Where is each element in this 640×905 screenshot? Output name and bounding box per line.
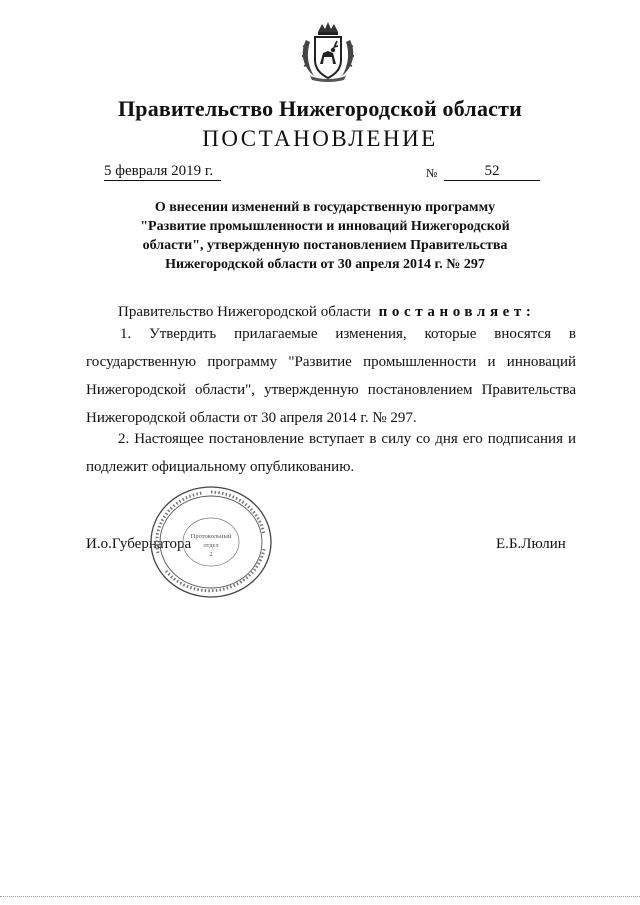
decree-word: постановляет:: [378, 304, 536, 320]
document-type-title: ПОСТАНОВЛЕНИЕ: [202, 126, 438, 151]
organization-title: Правительство Нижегородской области: [117, 96, 522, 121]
subject-line: О внесении изменений в государственную программу: [154, 200, 496, 215]
signatory-position: И.о.Губернатора: [86, 536, 192, 552]
stamp-line: отдел: [203, 542, 219, 549]
document-date: 5 февраля 2019 г.: [104, 162, 221, 181]
document-subject: [100, 198, 550, 274]
stamp-inner-text: [178, 532, 244, 559]
subject-line: "Развитие промышленности и инноваций Нижегородской: [140, 219, 510, 234]
page-bottom-edge: [0, 896, 640, 899]
signatory-name: Е.Б.Люлин: [496, 536, 566, 552]
coat-of-arms-emblem: [296, 20, 360, 84]
document-number: 52: [444, 162, 540, 181]
subject-line: области", утвержденную постановлением Правительства: [142, 238, 508, 253]
subject-line: Нижегородской области от 30 апреля 2014 г. № 297: [165, 257, 485, 272]
stamp-line: 2: [209, 551, 213, 558]
stamp-line: Протокольный: [190, 533, 232, 540]
paragraph-1: 1. Утвердить прилагаемые изменения, которые вносятся в государственную программу "Развитие промышленности и инноваций Нижегородской области", утвержденную постановлением Правительства Нижегородской области от 30 апреля 2014 г. № 297.: [86, 326, 576, 426]
document-number-label: №: [426, 166, 438, 180]
paragraph-2: 2. Настоящее постановление вступает в силу со дня его подписания и подлежит официальному опубликованию.: [86, 431, 576, 475]
decree-intro: Правительство Нижегородской области: [118, 304, 371, 320]
